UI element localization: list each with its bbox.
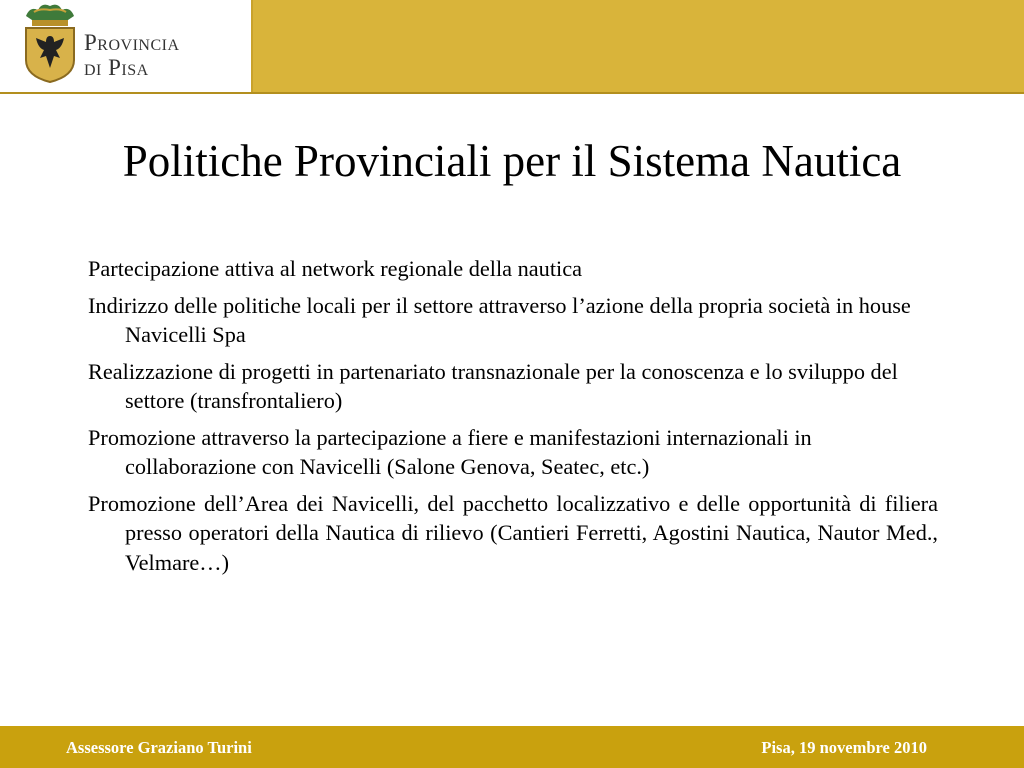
list-item: Promozione attraverso la partecipazione a fiere e manifestazioni internazionali in collaborazione con Navicelli (Salone Genova, Seatec, etc.) <box>88 424 812 479</box>
list-item: Indirizzo delle politiche locali per il settore attraverso l’azione della propria società in house Navicelli Spa <box>88 292 911 347</box>
slide-bullet-list <box>88 254 938 584</box>
slide-title: Politiche Provinciali per il Sistema Nautica <box>122 136 902 186</box>
organization-name-line1: Provincia <box>84 30 180 55</box>
footer-presenter: Assessore Graziano Turini <box>66 738 252 757</box>
header-rule <box>0 92 1024 94</box>
organization-name-line2: di Pisa <box>84 55 149 80</box>
province-crest-icon <box>20 2 80 84</box>
slide-footer <box>0 726 1024 768</box>
list-item: Promozione dell’Area dei Navicelli, del pacchetto localizzativo e delle opportunità di filiera presso operatori della Nautica di rilievo (Cantieri Ferretti, Agostini Nautica, Nautor Med., Velmare…) <box>88 490 938 575</box>
footer-date: Pisa, 19 novembre 2010 <box>761 738 927 757</box>
header-color-band <box>253 0 1024 92</box>
list-item: Partecipazione attiva al network regionale della nautica <box>88 256 583 281</box>
header-divider <box>251 0 253 92</box>
slide-header <box>0 0 1024 94</box>
list-item: Realizzazione di progetti in partenariato transnazionale per la conoscenza e lo sviluppo del settore (transfrontaliero) <box>88 358 898 413</box>
organization-name <box>84 30 180 80</box>
